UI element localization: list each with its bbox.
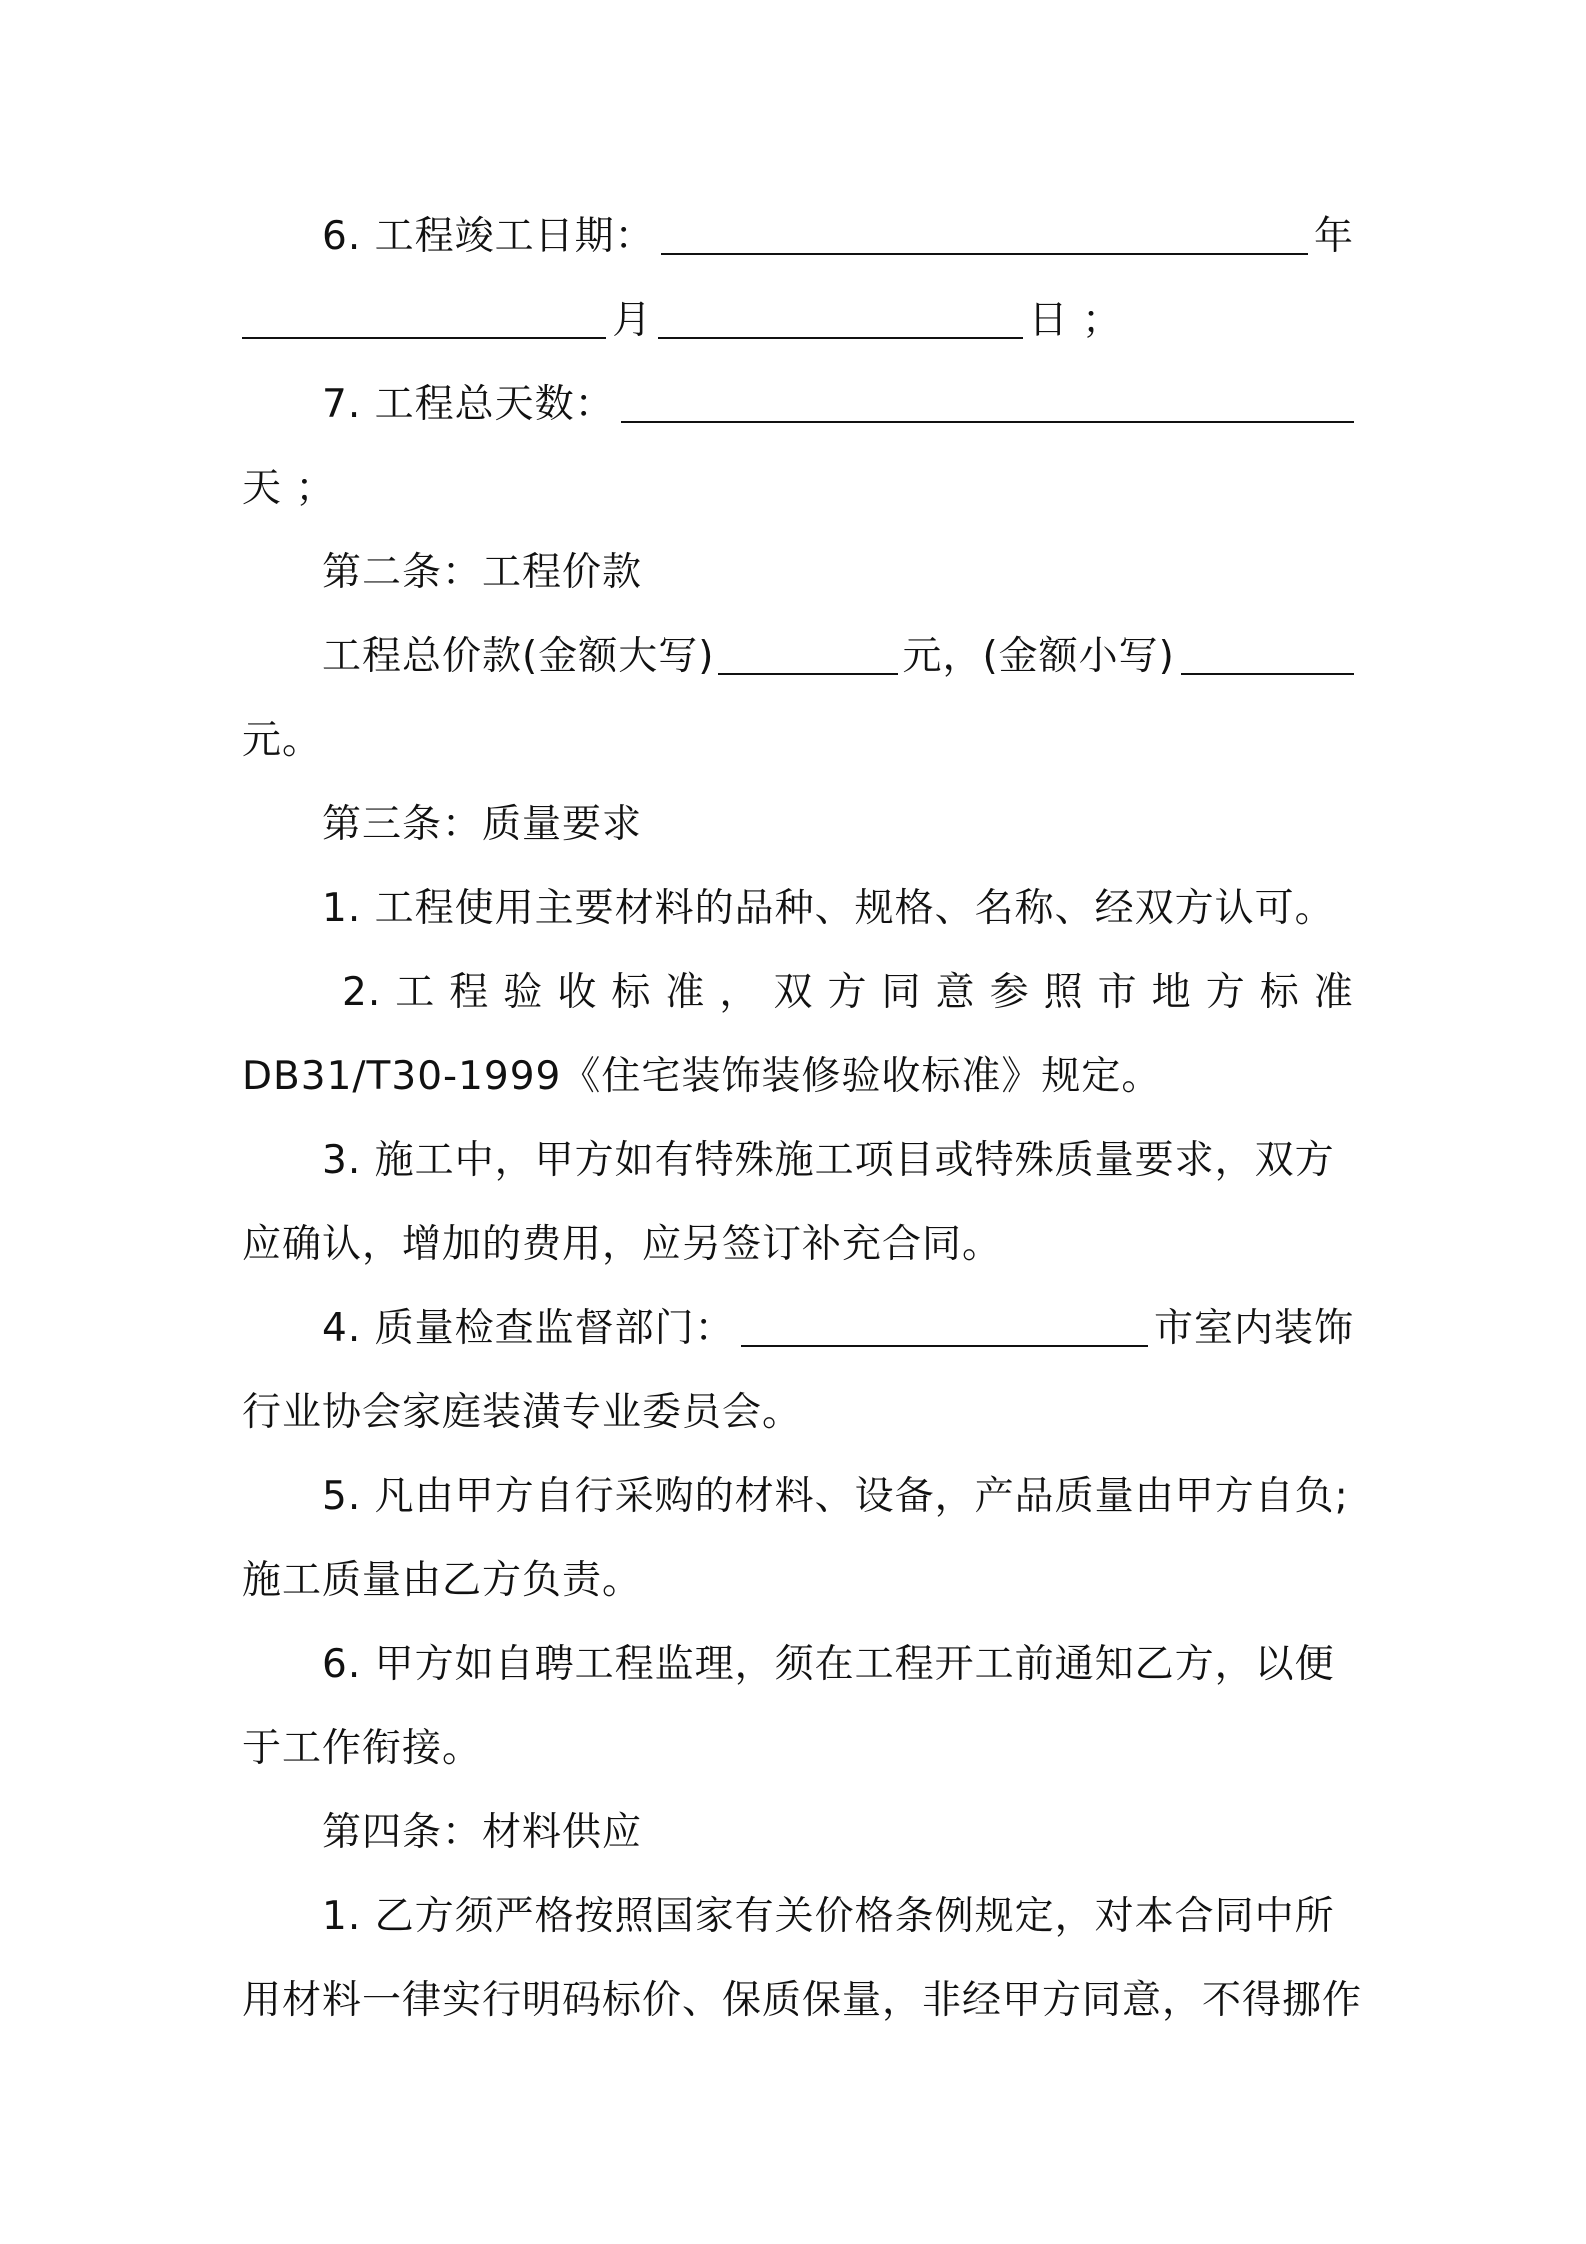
quality-item-4-line-1: [242, 1287, 1354, 1371]
day-label: 日 ；: [1028, 298, 1123, 343]
quality-item-2-char: 标: [1259, 970, 1300, 1015]
quality-item-2-char: 参: [989, 970, 1030, 1015]
quality-item-2-char: 程: [449, 970, 490, 1015]
quality-item-2-char: 准: [665, 970, 706, 1015]
quality-item-2-char: ，: [719, 970, 760, 1015]
quality-item-2-char: 标: [611, 970, 652, 1015]
quality-item-3-line-1: 3. 施工中，甲方如有特殊施工项目或特殊质量要求，双方: [322, 1138, 1335, 1183]
quality-item-2-line-1: [242, 951, 1354, 1035]
quality-item-2-char: 双: [773, 970, 814, 1015]
completion-year-blank: [661, 203, 1308, 255]
inspection-dept-suffix: 市室内装饰: [1153, 1306, 1354, 1351]
total-days-label: 7. 工程总天数：: [322, 382, 615, 427]
price-words-blank: [718, 623, 898, 675]
completion-day-blank: [658, 287, 1022, 339]
quality-item-2-line-2: DB31/T30-1999《住宅装饰装修验收标准》规定。: [242, 1054, 1162, 1099]
quality-item-6-line-1: 6. 甲方如自聘工程监理，须在工程开工前通知乙方，以便: [322, 1642, 1335, 1687]
quality-item-5-line-2: 施工质量由乙方负责。: [242, 1558, 643, 1603]
completion-date-label: 6. 工程竣工日期：: [322, 214, 655, 259]
quality-item-1: 1. 工程使用主要材料的品种、规格、名称、经双方认可。: [322, 886, 1335, 931]
inspection-dept-blank: [741, 1295, 1148, 1347]
quality-item-2-char: 意: [935, 970, 976, 1015]
article-3-title: 第三条：质量要求: [322, 802, 643, 847]
inspection-dept-label: 4. 质量检查监督部门：: [322, 1306, 735, 1351]
days-unit-line: 天 ；: [242, 466, 336, 511]
quality-item-2-char: 地: [1151, 970, 1192, 1015]
quality-item-2-char: 工: [395, 970, 436, 1015]
quality-item-2-char: 方: [1205, 970, 1246, 1015]
quality-item-4-line-2: 行业协会家庭装潢专业委员会。: [242, 1390, 803, 1435]
month-label: 月: [612, 298, 653, 343]
quality-item-2-char: 验: [503, 970, 544, 1015]
quality-item-2-char: 同: [881, 970, 922, 1015]
article-2-title: 第二条：工程价款: [322, 550, 643, 595]
quality-item-2-char: 2.: [342, 970, 382, 1015]
article-4-title: 第四条：材料供应: [322, 1810, 643, 1855]
quality-item-2-char: 方: [827, 970, 868, 1015]
quality-item-5-line-1: 5. 凡由甲方自行采购的材料、设备，产品质量由甲方自负;: [322, 1474, 1349, 1519]
total-days-blank: [621, 371, 1354, 423]
price-unit-line: 元。: [242, 718, 323, 763]
quality-item-2-char: 准: [1313, 970, 1354, 1015]
price-digits-label: 元，(金额小写): [902, 634, 1175, 679]
material-item-1-line-2: 用材料一律实行明码标价、保质保量，非经甲方同意，不得挪作: [242, 1978, 1363, 2023]
completion-month-day-line: [242, 279, 1122, 363]
price-digits-blank: [1181, 623, 1354, 675]
document-body: [242, 195, 1363, 2043]
quality-item-2-char: 照: [1043, 970, 1084, 1015]
quality-item-2-char: 市: [1097, 970, 1138, 1015]
quality-item-3-line-2: 应确认，增加的费用，应另签订补充合同。: [242, 1222, 1003, 1267]
quality-item-6-line-2: 于工作衔接。: [242, 1726, 483, 1771]
material-item-1-line-1: 1. 乙方须严格按照国家有关价格条例规定，对本合同中所: [322, 1894, 1335, 1939]
completion-month-blank: [242, 287, 606, 339]
total-days-line: [242, 363, 1354, 447]
year-label: 年: [1313, 214, 1354, 259]
total-price-line: [242, 615, 1354, 699]
price-words-label: 工程总价款(金额大写): [322, 634, 715, 679]
completion-date-line: [242, 195, 1354, 279]
quality-item-2-char: 收: [557, 970, 598, 1015]
